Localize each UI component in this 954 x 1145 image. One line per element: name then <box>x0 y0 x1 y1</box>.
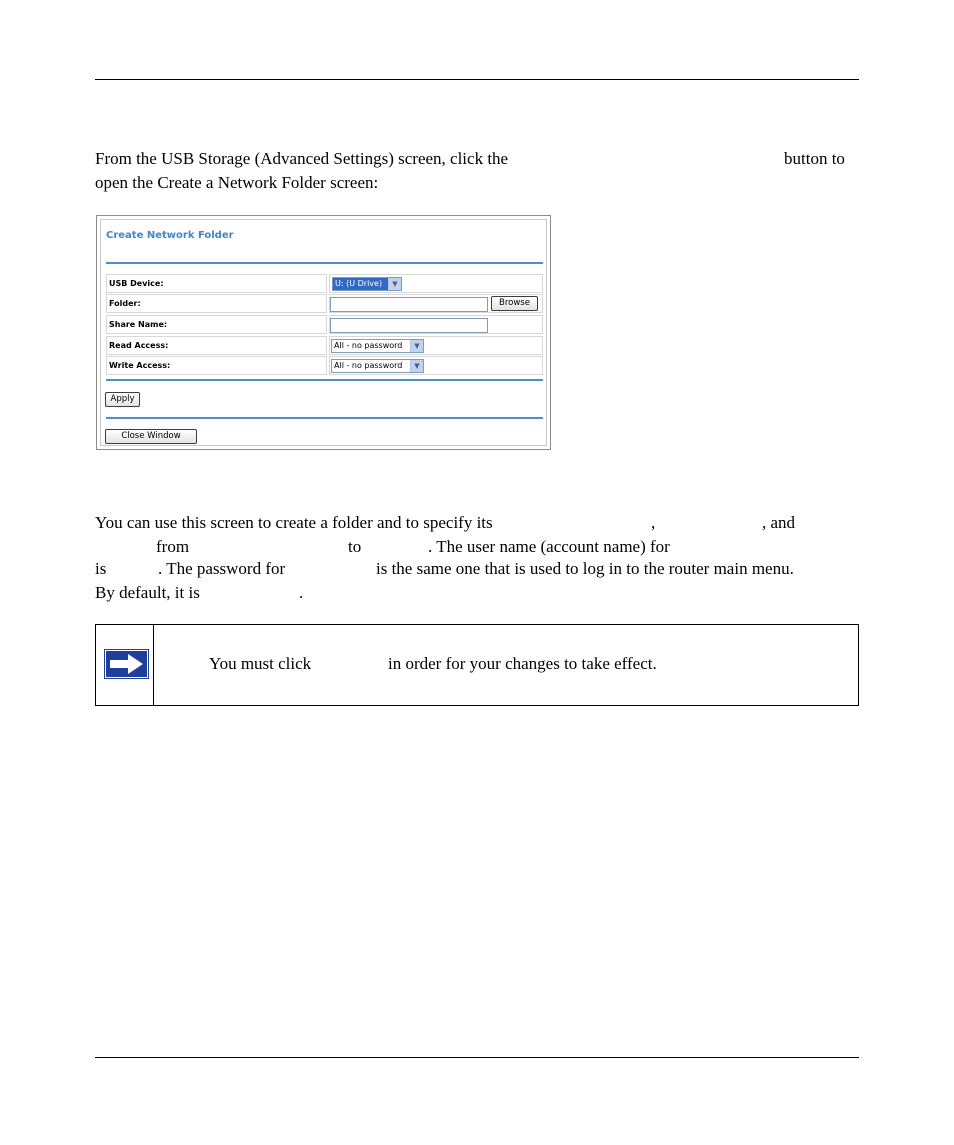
folder-input[interactable] <box>330 297 488 312</box>
write-access-value: All - no password <box>334 361 403 370</box>
share-name-label: Share Name: <box>106 315 327 334</box>
close-window-button[interactable]: Close Window <box>105 429 197 444</box>
screenshot-title: Create Network Folder <box>106 230 234 241</box>
body-line4-b: . <box>299 583 304 602</box>
usb-device-value: U: (U Drive) <box>335 279 383 288</box>
share-name-input[interactable] <box>330 318 488 333</box>
form-divider <box>106 379 543 381</box>
note-text-b: in order for your changes to take effect. <box>388 654 657 673</box>
header-rule <box>95 79 859 80</box>
body-line2-c: . The user name (account name) for <box>428 537 670 556</box>
read-access-select[interactable] <box>331 339 424 353</box>
note-box <box>95 624 859 706</box>
row-write-access <box>106 356 543 375</box>
row-folder <box>106 294 543 313</box>
body-line1-b: , <box>651 513 656 532</box>
chevron-down-icon: ▼ <box>388 278 401 290</box>
write-access-select[interactable] <box>331 359 424 373</box>
read-access-value: All - no password <box>334 341 403 350</box>
usb-device-cell <box>329 274 543 293</box>
share-name-cell <box>329 315 543 334</box>
footer-rule <box>95 1057 859 1058</box>
read-access-label: Read Access: <box>106 336 327 355</box>
body-line3-b: . The password for <box>158 559 286 578</box>
usb-device-label: USB Device: <box>106 274 327 293</box>
folder-label: Folder: <box>106 294 327 313</box>
intro-line1-start: From the USB Storage (Advanced Settings) screen, click the <box>95 149 509 168</box>
browse-button[interactable]: Browse <box>491 296 538 311</box>
create-network-folder-screenshot <box>96 215 551 450</box>
body-line3-a: is <box>95 559 107 578</box>
intro-line2: open the Create a Network Folder screen: <box>95 173 379 192</box>
apply-divider <box>106 417 543 419</box>
note-text-a: You must click <box>209 654 312 673</box>
arrow-right-icon <box>104 649 149 679</box>
folder-cell <box>329 294 543 313</box>
chevron-down-icon: ▼ <box>410 340 423 352</box>
note-divider <box>153 625 154 705</box>
write-access-label: Write Access: <box>106 356 327 375</box>
body-line1-a: You can use this screen to create a folder and to specify its <box>95 513 493 532</box>
title-divider <box>106 262 543 264</box>
body-line1-c: , and <box>762 513 796 532</box>
row-usb-device <box>106 274 543 293</box>
write-access-cell <box>329 356 543 375</box>
body-line3-c: is the same one that is used to log in to the router main menu. <box>376 559 794 578</box>
intro-line1-end: button to <box>784 149 845 168</box>
chevron-down-icon: ▼ <box>410 360 423 372</box>
apply-button[interactable]: Apply <box>105 392 140 407</box>
row-read-access <box>106 336 543 355</box>
row-share-name <box>106 315 543 334</box>
body-line2-b: to <box>348 537 362 556</box>
body-line2-a: from <box>156 537 190 556</box>
body-line4-a: By default, it is <box>95 583 200 602</box>
usb-device-select[interactable] <box>332 277 402 291</box>
read-access-cell <box>329 336 543 355</box>
screenshot-frame <box>100 219 547 446</box>
